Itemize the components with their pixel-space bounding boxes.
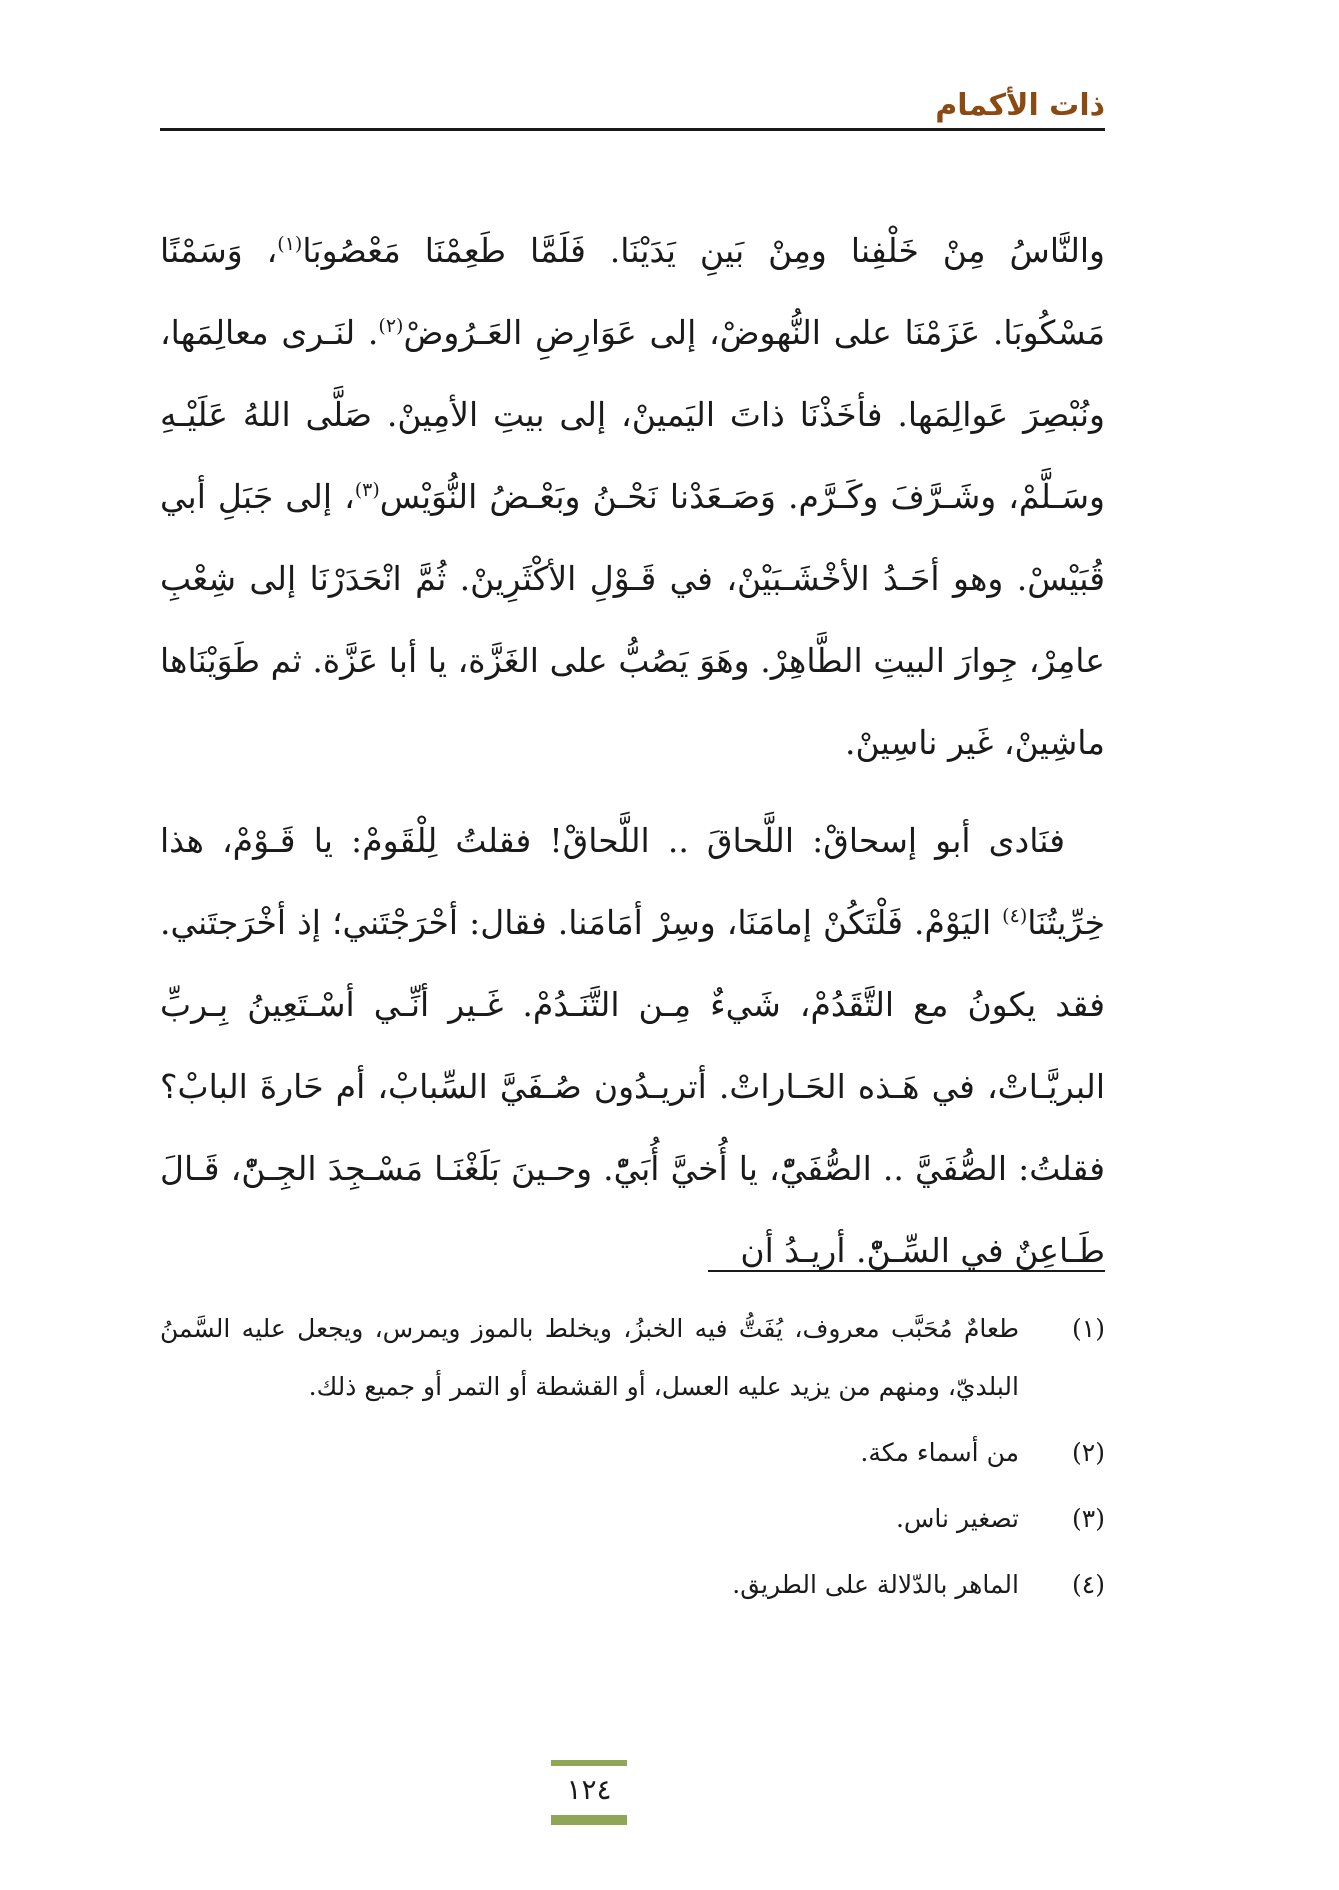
page-number: ١٢٤: [566, 1773, 612, 1806]
header-rule: [160, 128, 1105, 131]
paragraph-2: [160, 800, 1105, 1292]
footnote-ref-4: (٤): [1002, 905, 1028, 927]
footnote-number: (١): [1072, 1314, 1105, 1343]
footnotes: [160, 1300, 1105, 1622]
footnote-item: [160, 1300, 1105, 1416]
footnote-item: [160, 1490, 1105, 1548]
footnote-ref-3: (٣): [354, 479, 380, 501]
footnote-text: طعامٌ مُحَبَّب معروف، يُفَتُّ فيه الخبزُ، ويخلط بالموز ويمرس، ويجعل عليه السَّمنُ البلديّ، ومنهم من يزيد عليه العسل، أو القشطة أو التمر أو جميع ذلك.: [160, 1314, 1019, 1401]
footnote-number: (٤): [1072, 1570, 1105, 1599]
paragraph-1: [160, 210, 1105, 784]
footnote-item: [160, 1556, 1105, 1614]
footnote-text: الماهر بالدّلالة على الطريق.: [732, 1570, 1019, 1599]
paragraph-1-part-4: ، إلى جَبَلِ أبي قُبَيْسْ. وهو أحَـدُ الأخْشَـبَيْنْ، في قَـوْلِ الأكْثَرِينْ. ثُمَّ انْحَدَرْنَا إلى شِعْبِ عامِرْ، جِوارَ البيتِ الطَّاهِرْ. وهَوَ يَصُبُّ على الغَزَّة، يا أبا عَزَّة. ثم طَوَيْنَاها ماشِينْ، غَير ناسِينْ.: [160, 477, 1105, 762]
footnote-ref-2: (٢): [378, 315, 404, 337]
footnote-number: (٢): [1072, 1438, 1105, 1467]
paragraph-1-part-1: والنَّاسُ مِنْ خَلْفِنا ومِنْ بَينِ يَدَيْنَا. فَلَمَّا طَعِمْنَا مَعْصُوبَا: [302, 231, 1105, 270]
running-header-title: ذات الأكمام: [935, 88, 1105, 123]
paragraph-2-part-1: فنَادى أبو إسحاقْ: اللَّحاقَ .. اللَّحاقْ! فقلتُ لِلْقَومْ: يا قَـوْمْ، هذا خِرِّيتُنَا: [160, 821, 1105, 942]
main-text: [160, 210, 1105, 1292]
paragraph-1-part-3: . لنَـرى معالِمَها، ونُبْصِرَ عَوالِمَها. فأخَذْنَا ذاتَ اليَمينْ، إلى بيتِ الأمِينْ. صَلَّى اللهُ عَلَيْـهِ وسَـلَّمْ، وشَـرَّفَ وكَـرَّم. وَصَـعَدْنا نَحْـنُ وبَعْـضُ النُّوَيْس: [160, 313, 1105, 516]
footnote-separator: [708, 1270, 1105, 1272]
footnote-number: (٣): [1072, 1504, 1105, 1533]
footnote-ref-1: (١): [277, 233, 303, 255]
paragraph-2-part-2: اليَوْمْ. فَلْتَكُنْ إمامَنَا، وسِرْ أمَامَنا. فقال: أحْرَجْتَني؛ إذ أخْرَجتَني. فقد يكونُ مع التَّقَدُمْ، شَيءٌ مِـن التَّنَـدُمْ. غَـير أنِّـي أسْـتَعِينُ بِـربِّ البريَّـاتْ، في هَـذه الحَـاراتْ. أتريـدُون صُـفَيَّ السِّبابْ، أم حَارةَ البابْ؟ فقلتُ: الصُّفَيَّ .. الصُّفَيّْ، يا أُخيَّ أُبَيّْ. وحـينَ بَلَغْنَـا مَسْـجِدَ الجِـنّْ، قَـالَ طَـاعِنٌ في السِّـنّْ. أريـدُ أن: [160, 903, 1105, 1270]
page-number-top-bar: [551, 1760, 627, 1766]
footnote-item: [160, 1424, 1105, 1482]
paragraph-1-part-2: ، وَسَمْنًا مَسْكُوبَا. عَزَمْنَا على النُّهوضْ، إلى عَوَارِضِ العَـرُوضْ: [160, 231, 1105, 352]
page-number-bottom-bar: [551, 1815, 627, 1825]
footnote-text: تصغير ناس.: [895, 1504, 1019, 1533]
footnote-text: من أسماء مكة.: [860, 1438, 1019, 1467]
